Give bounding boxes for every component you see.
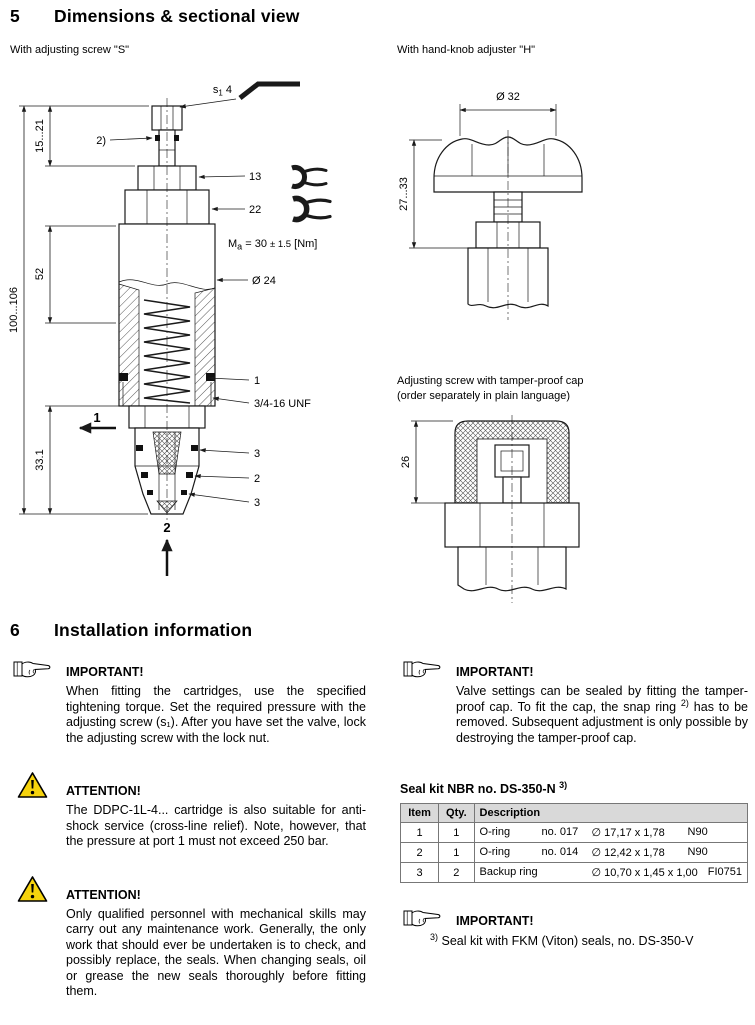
wrench-size-22: 22 (249, 204, 262, 216)
item-1-label: 1 (254, 375, 261, 387)
dim-body: 52 (34, 267, 46, 281)
note-body (456, 684, 748, 746)
desc-no (542, 866, 592, 879)
section-number: 5 (10, 6, 20, 26)
item-2-label: 2 (254, 473, 261, 485)
note-heading: ATTENTION! (66, 784, 141, 798)
seal-kit-table (400, 803, 748, 883)
col-header-qty: Qty. (439, 804, 474, 823)
diameter-32-label: Ø 32 (496, 91, 520, 103)
dim-overall: 100...106 (8, 287, 20, 333)
dim-nose: 33.1 (34, 449, 46, 471)
cell-description (474, 863, 747, 883)
allen-key-icon (240, 84, 300, 98)
pointing-hand-icon (400, 907, 445, 929)
section-6-heading (10, 620, 252, 641)
wrench-icon (292, 168, 326, 187)
note-important (10, 658, 366, 746)
caption-line-2: (order separately in plain language) (397, 390, 571, 402)
table-header-row (401, 804, 748, 823)
table-row (401, 843, 748, 863)
hand-knob-drawing (398, 80, 623, 338)
note-body: The DDPC-1L-4... cartridge is also suitable for anti-shock service (cross-line relief). Note, however, that the pressure at port 1 must not exceed 250 bar. (66, 803, 366, 848)
section-title: Installation information (54, 620, 253, 640)
body-text: has to be removed. Subsequent adjustment is only possible by destroying the tamper-proof cap. (456, 699, 748, 745)
seal-kit-title (400, 779, 748, 796)
note-body: Only qualified personnel with mechanical skills may carry out any maintenance work. Generally, the only work that should ever be undertaken is to check, and possibly replace, the seals. When changing seals, oil or grease the new seals thoroughly before fitting them. (66, 906, 366, 998)
note-heading: IMPORTANT! (456, 665, 534, 679)
desc-material: FI0751 (707, 866, 742, 878)
section-title: Dimensions & sectional view (54, 6, 300, 26)
note-body (430, 931, 748, 948)
cell-qty: 2 (439, 863, 474, 883)
pointing-hand-icon (10, 658, 55, 680)
desc-no: no. 017 (541, 826, 579, 838)
cartridge-sectional-drawing (2, 76, 357, 606)
dim-cap-height: 26 (400, 455, 412, 469)
desc-size: ∅ 10,70 x 1,45 x 1,00 (591, 867, 698, 879)
tamper-proof-cap-drawing (398, 413, 626, 613)
note-important-viton (400, 907, 748, 948)
cell-qty: 1 (439, 843, 474, 863)
desc-material: N90 (687, 846, 708, 858)
body-text: Valve settings can be sealed by fitting the tamper-proof cap. To fit the cap, the snap ring (456, 684, 748, 714)
wrench-icon (293, 199, 330, 220)
desc-name: O-ring (479, 846, 511, 858)
desc-name: Backup ring (479, 866, 538, 878)
note-body: When fitting the cartridges, use the specified tightening torque. Set the required pressure with the adjusting screw (s₁). After you have set the valve, lock the adjusting screw with the lock nut. (66, 684, 366, 745)
table-row (401, 863, 748, 883)
allen-key-size-label: $s_1$ 4 (212, 84, 232, 98)
cell-qty: 1 (439, 823, 474, 843)
body-text: Seal kit with FKM (Viton) seals, no. DS-350-V (438, 934, 694, 948)
caption-hand-knob: With hand-knob adjuster "H" (397, 44, 536, 56)
cell-item: 3 (401, 863, 439, 883)
desc-name: O-ring (479, 826, 511, 838)
section-number: 6 (10, 620, 20, 640)
title-text: Seal kit NBR no. DS-350-N (400, 782, 560, 796)
note-heading: ATTENTION! (66, 887, 141, 902)
installation-right-column (400, 658, 748, 973)
snap-ring (155, 135, 160, 141)
item-3-label: 3 (254, 448, 261, 460)
port-2-label: 2 (163, 520, 171, 535)
table-row (401, 823, 748, 843)
diameter-24-label: Ø 24 (252, 275, 276, 287)
col-header-item: Item (401, 804, 439, 823)
backup-ring-seal (191, 445, 198, 451)
tightening-torque-label: $M_a = 30 \pm 1.5$ [Nm] (228, 238, 318, 252)
dim-knob-height: 27...33 (398, 177, 410, 211)
note-attention (10, 771, 366, 850)
port-1-label: 1 (93, 410, 101, 425)
caption-line-1: Adjusting screw with tamper-proof cap (397, 375, 584, 387)
item-3-label: 3 (254, 497, 261, 509)
note-heading: IMPORTANT! (66, 665, 144, 679)
dim-screw-travel: 15...21 (34, 119, 46, 153)
note-attention (10, 875, 366, 1000)
desc-size: ∅ 12,42 x 1,78 (591, 847, 665, 859)
footnote-ref: 2) (680, 697, 689, 708)
footnote-ref: 3) (559, 779, 568, 790)
desc-size: ∅ 17,17 x 1,78 (591, 827, 665, 839)
cell-description (474, 843, 747, 863)
wrench-size-13: 13 (249, 171, 262, 183)
caption-tamper-proof (397, 374, 583, 404)
cell-item: 2 (401, 843, 439, 863)
caption-adjusting-screw: With adjusting screw "S" (10, 44, 130, 56)
snap-ring-note: 2) (96, 135, 106, 147)
pointing-hand-icon (400, 658, 445, 680)
section-5-heading (10, 6, 300, 27)
col-header-description: Description (474, 804, 747, 823)
note-important (400, 658, 748, 746)
o-ring-seal (186, 472, 193, 478)
cell-item: 1 (401, 823, 439, 843)
warning-triangle-icon (10, 771, 55, 799)
thread-label: 3/4-16 UNF (254, 398, 311, 410)
desc-no: no. 014 (541, 846, 579, 858)
footnote-ref: 3) (430, 931, 439, 942)
desc-material: N90 (687, 826, 708, 838)
installation-left-column (10, 658, 366, 1025)
cell-description (474, 823, 747, 843)
warning-triangle-icon (10, 875, 55, 903)
note-heading: IMPORTANT! (456, 914, 534, 928)
